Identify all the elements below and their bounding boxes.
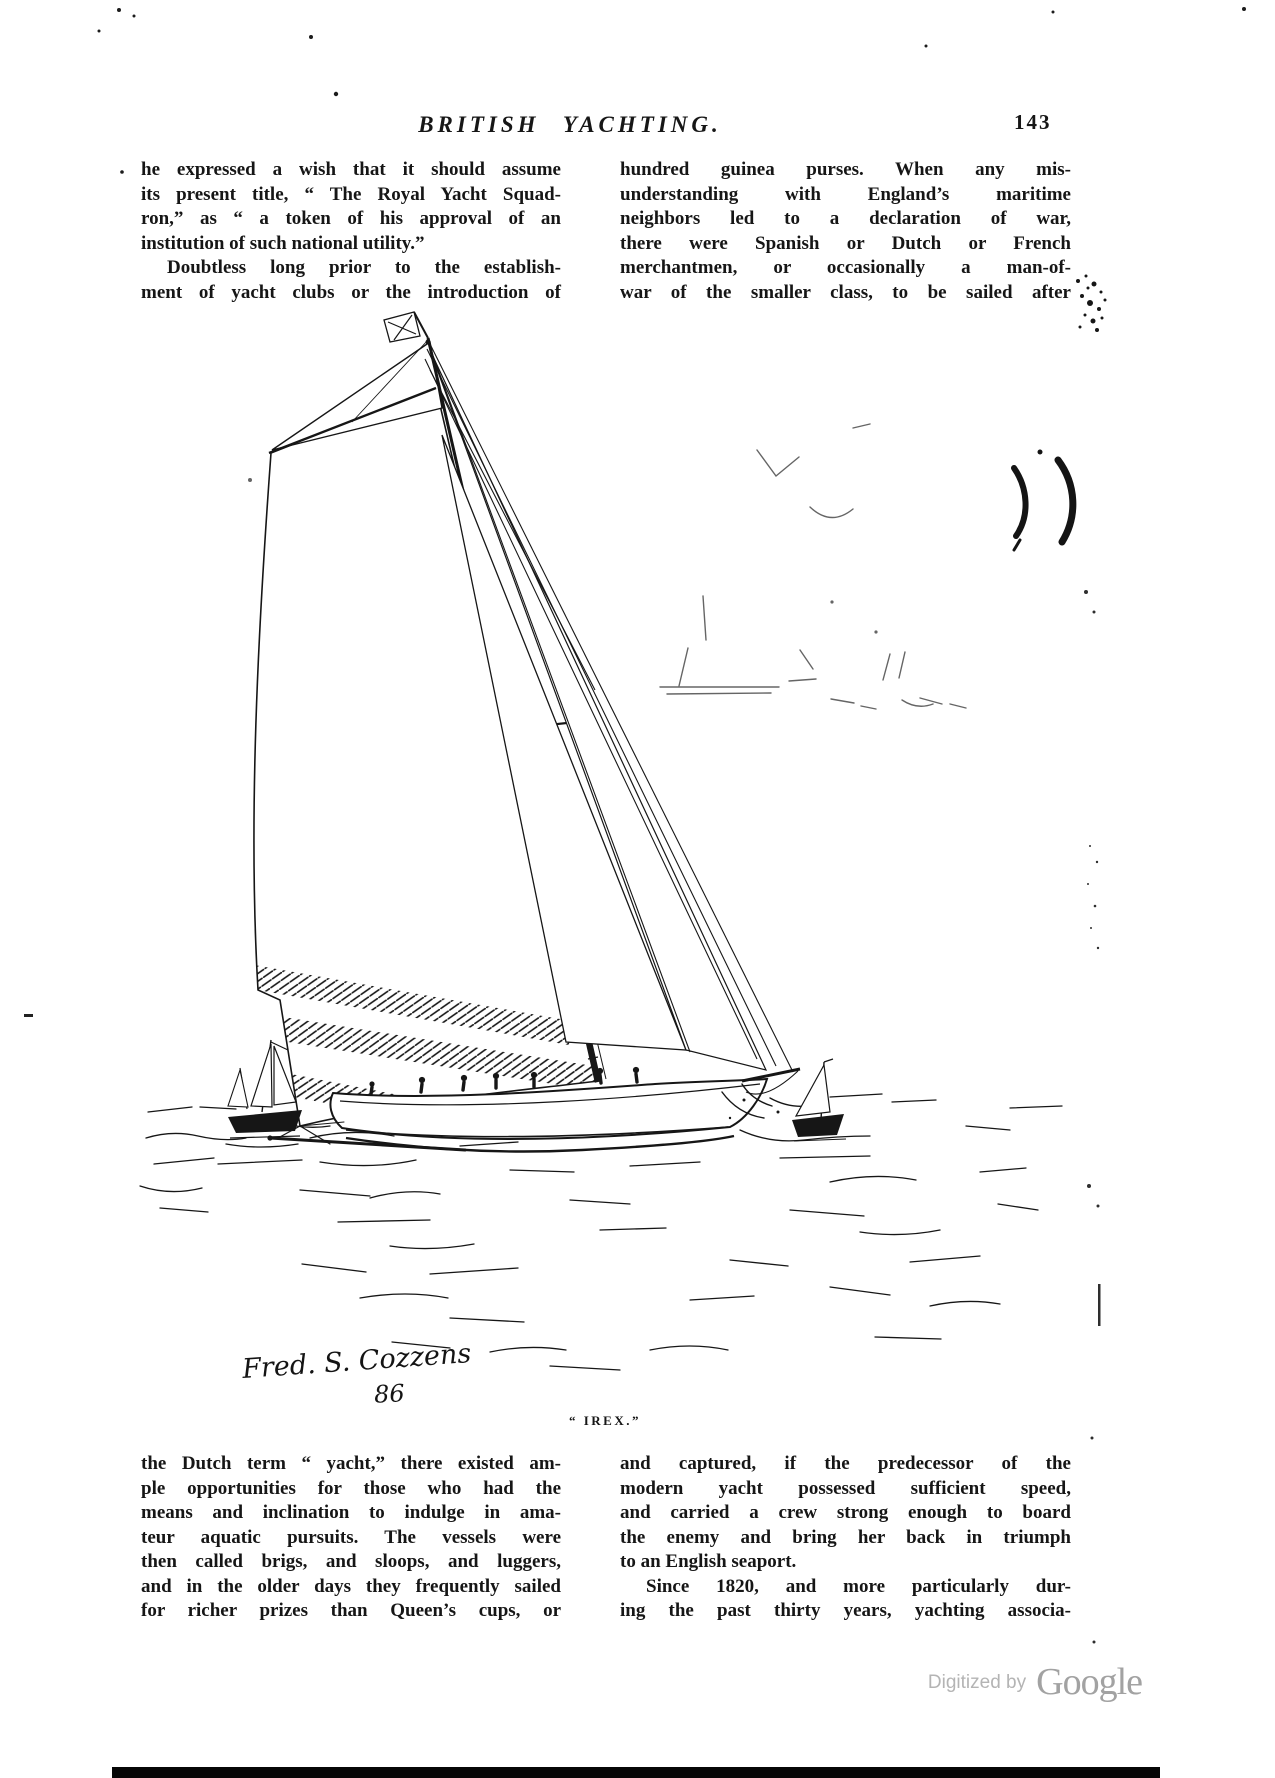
text-line: war of the smaller class, to be sailed after xyxy=(620,281,1071,303)
watermark xyxy=(0,1660,1142,1704)
text-line: teur aquatic pursuits. The vessels were xyxy=(141,1526,561,1548)
masthead-flag xyxy=(384,312,420,342)
text-line: the enemy and bring her back in triumph xyxy=(620,1526,1071,1548)
text-line: modern yacht possessed sufficient speed, xyxy=(620,1477,1071,1499)
bottom-left-column xyxy=(141,1452,561,1624)
text-line: the Dutch term “ yacht,” there existed am- xyxy=(141,1453,561,1474)
running-head: BRITISH YACHTING. xyxy=(418,112,722,137)
text-line: and carried a crew strong enough to board xyxy=(620,1502,1071,1523)
text-line: ple opportunities for those who had the xyxy=(141,1477,561,1499)
text-line: understanding with England’s maritime xyxy=(620,183,1071,205)
google-logo: Google xyxy=(1036,1661,1142,1703)
text-line: and captured, if the predecessor of the xyxy=(620,1453,1071,1474)
illustration-caption: “ IREX.” xyxy=(568,1413,641,1428)
text-line: then called brigs, and sloops, and luggers, xyxy=(141,1551,561,1572)
text-line: Doubtless long prior to the establish- xyxy=(167,257,561,278)
text-line: hundred guinea purses. When any mis- xyxy=(620,159,1071,180)
text-line: neighbors led to a declaration of war, xyxy=(620,208,1071,229)
text-line: institution of such national utility.” xyxy=(141,232,425,254)
text-line: its present title, “ The Royal Yacht Squad- xyxy=(141,183,561,205)
text-line: he expressed a wish that it should assume xyxy=(141,159,561,180)
top-text-columns xyxy=(141,158,1071,305)
yacht-drawing xyxy=(130,300,1090,1412)
bowsprit xyxy=(742,1069,800,1081)
text-line: ing the past thirty years, yachting associa- xyxy=(620,1600,1071,1621)
text-line: to an English seaport. xyxy=(620,1551,797,1572)
text-line: ment of yacht clubs or the introduction of xyxy=(141,281,561,303)
bottom-right-column xyxy=(620,1452,1071,1624)
artist-signature-year: 86 xyxy=(373,1379,406,1409)
text-line: merchantmen, or occasionally a man-of- xyxy=(620,257,1071,278)
top-left-column xyxy=(141,158,561,305)
bottom-text-columns xyxy=(141,1452,1071,1624)
text-line: and in the older days they frequently sailed xyxy=(141,1575,561,1597)
small-boat-right xyxy=(792,1059,846,1141)
text-line: means and inclination to indulge in ama- xyxy=(141,1502,561,1523)
top-right-column xyxy=(620,158,1071,305)
text-line: Since 1820, and more particularly dur- xyxy=(646,1575,1071,1597)
yacht-illustration xyxy=(130,300,1090,1412)
digitized-by-text: Digitized by xyxy=(927,1672,1027,1693)
text-line: for richer prizes than Queen’s cups, or xyxy=(141,1600,561,1621)
text-line: there were Spanish or Dutch or French xyxy=(620,232,1071,254)
scan-edge-bar xyxy=(112,1767,1160,1778)
artist-signature: Fred. S. Cozzens xyxy=(241,1338,473,1385)
text-line: ron,” as “ a token of his approval of an xyxy=(141,208,561,229)
page-number: 143 xyxy=(1014,110,1052,134)
speckles-top xyxy=(98,7,1247,174)
